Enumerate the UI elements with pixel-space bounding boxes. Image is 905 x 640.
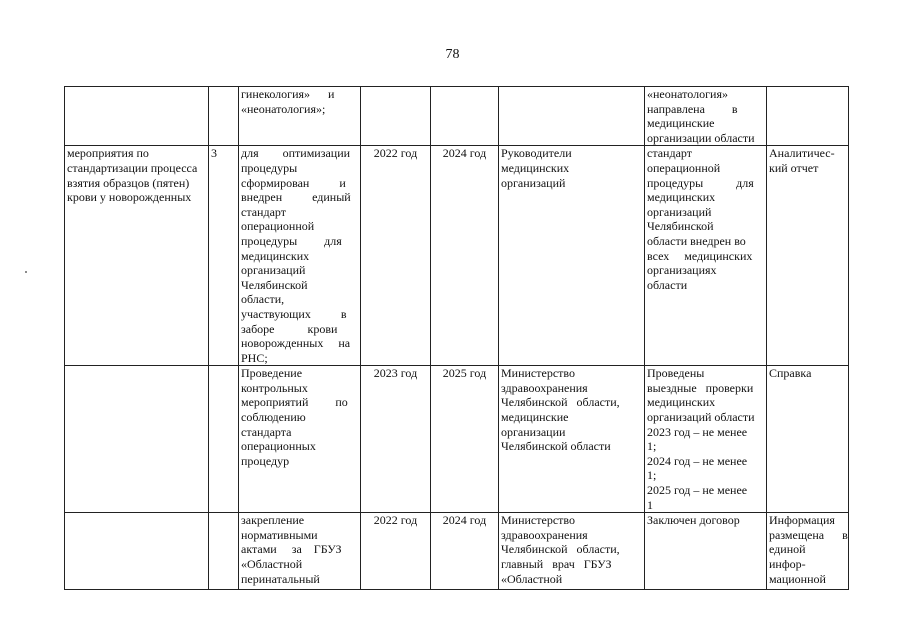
cell-text-line: крови у новорожденных	[67, 190, 192, 205]
cell-text-line: внедрен единый	[241, 190, 351, 205]
cell-text-line: Информация	[769, 513, 835, 528]
cell-text-line: «Областной	[241, 557, 303, 572]
cell-result	[645, 366, 767, 513]
cell-text-line: медицинские	[501, 410, 569, 425]
cell-measure	[239, 87, 361, 146]
cell-text-line: 1;	[647, 468, 657, 483]
cell-end-year	[431, 513, 499, 590]
cell-text-line: единой	[769, 542, 806, 557]
cell-text-line: «неонатология»	[647, 87, 728, 101]
cell-responsible	[499, 513, 645, 590]
cell-text: 2024 год	[442, 513, 487, 528]
cell-text-line: Справка	[769, 366, 812, 381]
cell-text-line: операционной	[647, 160, 721, 175]
cell-report	[767, 87, 849, 146]
cell-text: 2023 год	[373, 366, 418, 381]
cell-text-line: сформирован и	[241, 175, 346, 190]
cell-text-line: заборе крови	[241, 321, 338, 336]
cell-text-line: организаций	[241, 263, 306, 278]
cell-text-line: главный врач ГБУЗ	[501, 557, 612, 572]
table-row	[65, 366, 849, 513]
cell-text-line: для оптимизации	[241, 146, 351, 161]
cell-report	[767, 513, 849, 590]
cell-text: 2022 год	[373, 146, 418, 161]
cell-text-line: организаций	[501, 175, 566, 190]
cell-event	[65, 87, 209, 146]
cell-measure	[239, 366, 361, 513]
cell-text-line: здравоохранения	[501, 527, 588, 542]
cell-text-line: 1;	[647, 439, 657, 454]
cell-start-year	[361, 366, 431, 513]
cell-text-line: кий отчет	[769, 160, 819, 175]
cell-text-line: Проведение	[241, 366, 303, 381]
cell-report	[767, 366, 849, 513]
cell-text-line: медицинских	[647, 190, 716, 205]
cell-text-line: 2023 год – не менее	[647, 424, 748, 439]
cell-text-line: стандарт	[241, 204, 286, 219]
cell-text-line: инфор-	[769, 557, 806, 572]
cell-text-line: 2024 год – не менее	[647, 453, 748, 468]
cell-start-year	[361, 87, 431, 146]
cell-text-line: организаций	[647, 204, 712, 219]
cell-text-line: Челябинской	[647, 219, 714, 234]
cell-text-line: Заключен договор	[647, 513, 740, 528]
table-row	[65, 513, 849, 590]
cell-text-line: мероприятия по	[67, 146, 149, 161]
cell-text-line: Аналитичес-	[769, 146, 835, 161]
cell-text-line: области,	[241, 292, 285, 307]
cell-number	[209, 513, 239, 590]
table-body	[65, 87, 849, 590]
scan-speck	[25, 271, 27, 273]
cell-number	[209, 87, 239, 146]
cell-text: 2024 год	[442, 146, 487, 161]
cell-text-line: новорожденных на	[241, 336, 351, 351]
cell-text-line: Челябинской области,	[501, 542, 620, 557]
cell-text-line: организации	[501, 424, 566, 439]
cell-text-line: организации области	[647, 130, 755, 145]
cell-event	[65, 366, 209, 513]
cell-number	[209, 366, 239, 513]
cell-text-line: всех медицинских	[647, 248, 753, 263]
cell-text-line: размещена в	[769, 527, 848, 542]
cell-text-line: медицинские	[647, 116, 715, 131]
cell-text-line: организациях	[647, 263, 717, 278]
cell-event	[65, 513, 209, 590]
cell-text-line: «неонатология»;	[241, 101, 326, 116]
cell-text-line: операционных	[241, 439, 316, 454]
cell-text-line: Руководители	[501, 146, 572, 161]
cell-end-year	[431, 366, 499, 513]
cell-text-line: выездные проверки	[647, 380, 754, 395]
cell-number	[209, 146, 239, 366]
cell-text-line: 2025 год – не менее	[647, 483, 748, 498]
cell-text: 2025 год	[442, 366, 487, 381]
cell-text: 2022 год	[373, 513, 418, 528]
cell-report	[767, 146, 849, 366]
table-row	[65, 87, 849, 146]
cell-text-line: Челябинской области	[501, 439, 611, 454]
cell-text-line: Челябинской	[241, 277, 308, 292]
plan-table	[64, 86, 849, 590]
cell-text-line: процедуры	[241, 160, 298, 175]
cell-text-line: участвующих в	[241, 306, 347, 321]
cell-measure	[239, 146, 361, 366]
table-row	[65, 146, 849, 366]
cell-text-line: Проведены	[647, 366, 705, 381]
cell-text-line: здравоохранения	[501, 380, 588, 395]
cell-result	[645, 513, 767, 590]
cell-text-line: процедур	[241, 453, 290, 468]
cell-text-line: процедуры для	[647, 175, 754, 190]
cell-responsible	[499, 87, 645, 146]
cell-text-line: соблюдению	[241, 410, 306, 425]
cell-text-line: организаций области	[647, 410, 755, 425]
cell-result	[645, 87, 767, 146]
cell-start-year	[361, 146, 431, 366]
cell-text-line: РНС;	[241, 350, 268, 365]
cell-text-line: закрепление	[241, 513, 305, 528]
cell-end-year	[431, 146, 499, 366]
cell-text-line: 1	[647, 497, 653, 512]
cell-text-line: области	[647, 277, 688, 292]
cell-text-line: медицинских	[241, 248, 310, 263]
cell-text-line: процедуры для	[241, 233, 342, 248]
cell-responsible	[499, 366, 645, 513]
cell-text-line: нормативными	[241, 527, 318, 542]
cell-responsible	[499, 146, 645, 366]
cell-text-line: мероприятий по	[241, 395, 348, 410]
cell-text-line: стандарт	[647, 146, 692, 161]
cell-text-line: Министерство	[501, 366, 575, 381]
cell-text-line: стандартизации процесса	[67, 160, 198, 175]
cell-text-line: Челябинской области,	[501, 395, 620, 410]
cell-start-year	[361, 513, 431, 590]
cell-text-line: перинатальный	[241, 571, 320, 586]
page-number: 78	[445, 47, 460, 62]
cell-end-year	[431, 87, 499, 146]
cell-text-line: актами за ГБУЗ	[241, 542, 342, 557]
cell-text-line: «Областной	[501, 571, 563, 586]
cell-text-line: стандарта	[241, 424, 292, 439]
cell-text-line: взятия образцов (пятен)	[67, 175, 190, 190]
cell-result	[645, 146, 767, 366]
cell-event	[65, 146, 209, 366]
cell-text-line: Министерство	[501, 513, 575, 528]
cell-text-line: медицинских	[647, 395, 716, 410]
cell-text-line: направлена в	[647, 101, 738, 116]
cell-text-line: гинекология» и	[241, 87, 335, 101]
cell-text: 3	[211, 146, 217, 161]
cell-text-line: операционной	[241, 219, 315, 234]
cell-text-line: медицинских	[501, 160, 570, 175]
cell-text-line: мационной	[769, 571, 826, 586]
cell-text-line: области внедрен во	[647, 233, 746, 248]
cell-measure	[239, 513, 361, 590]
cell-text-line: контрольных	[241, 380, 308, 395]
